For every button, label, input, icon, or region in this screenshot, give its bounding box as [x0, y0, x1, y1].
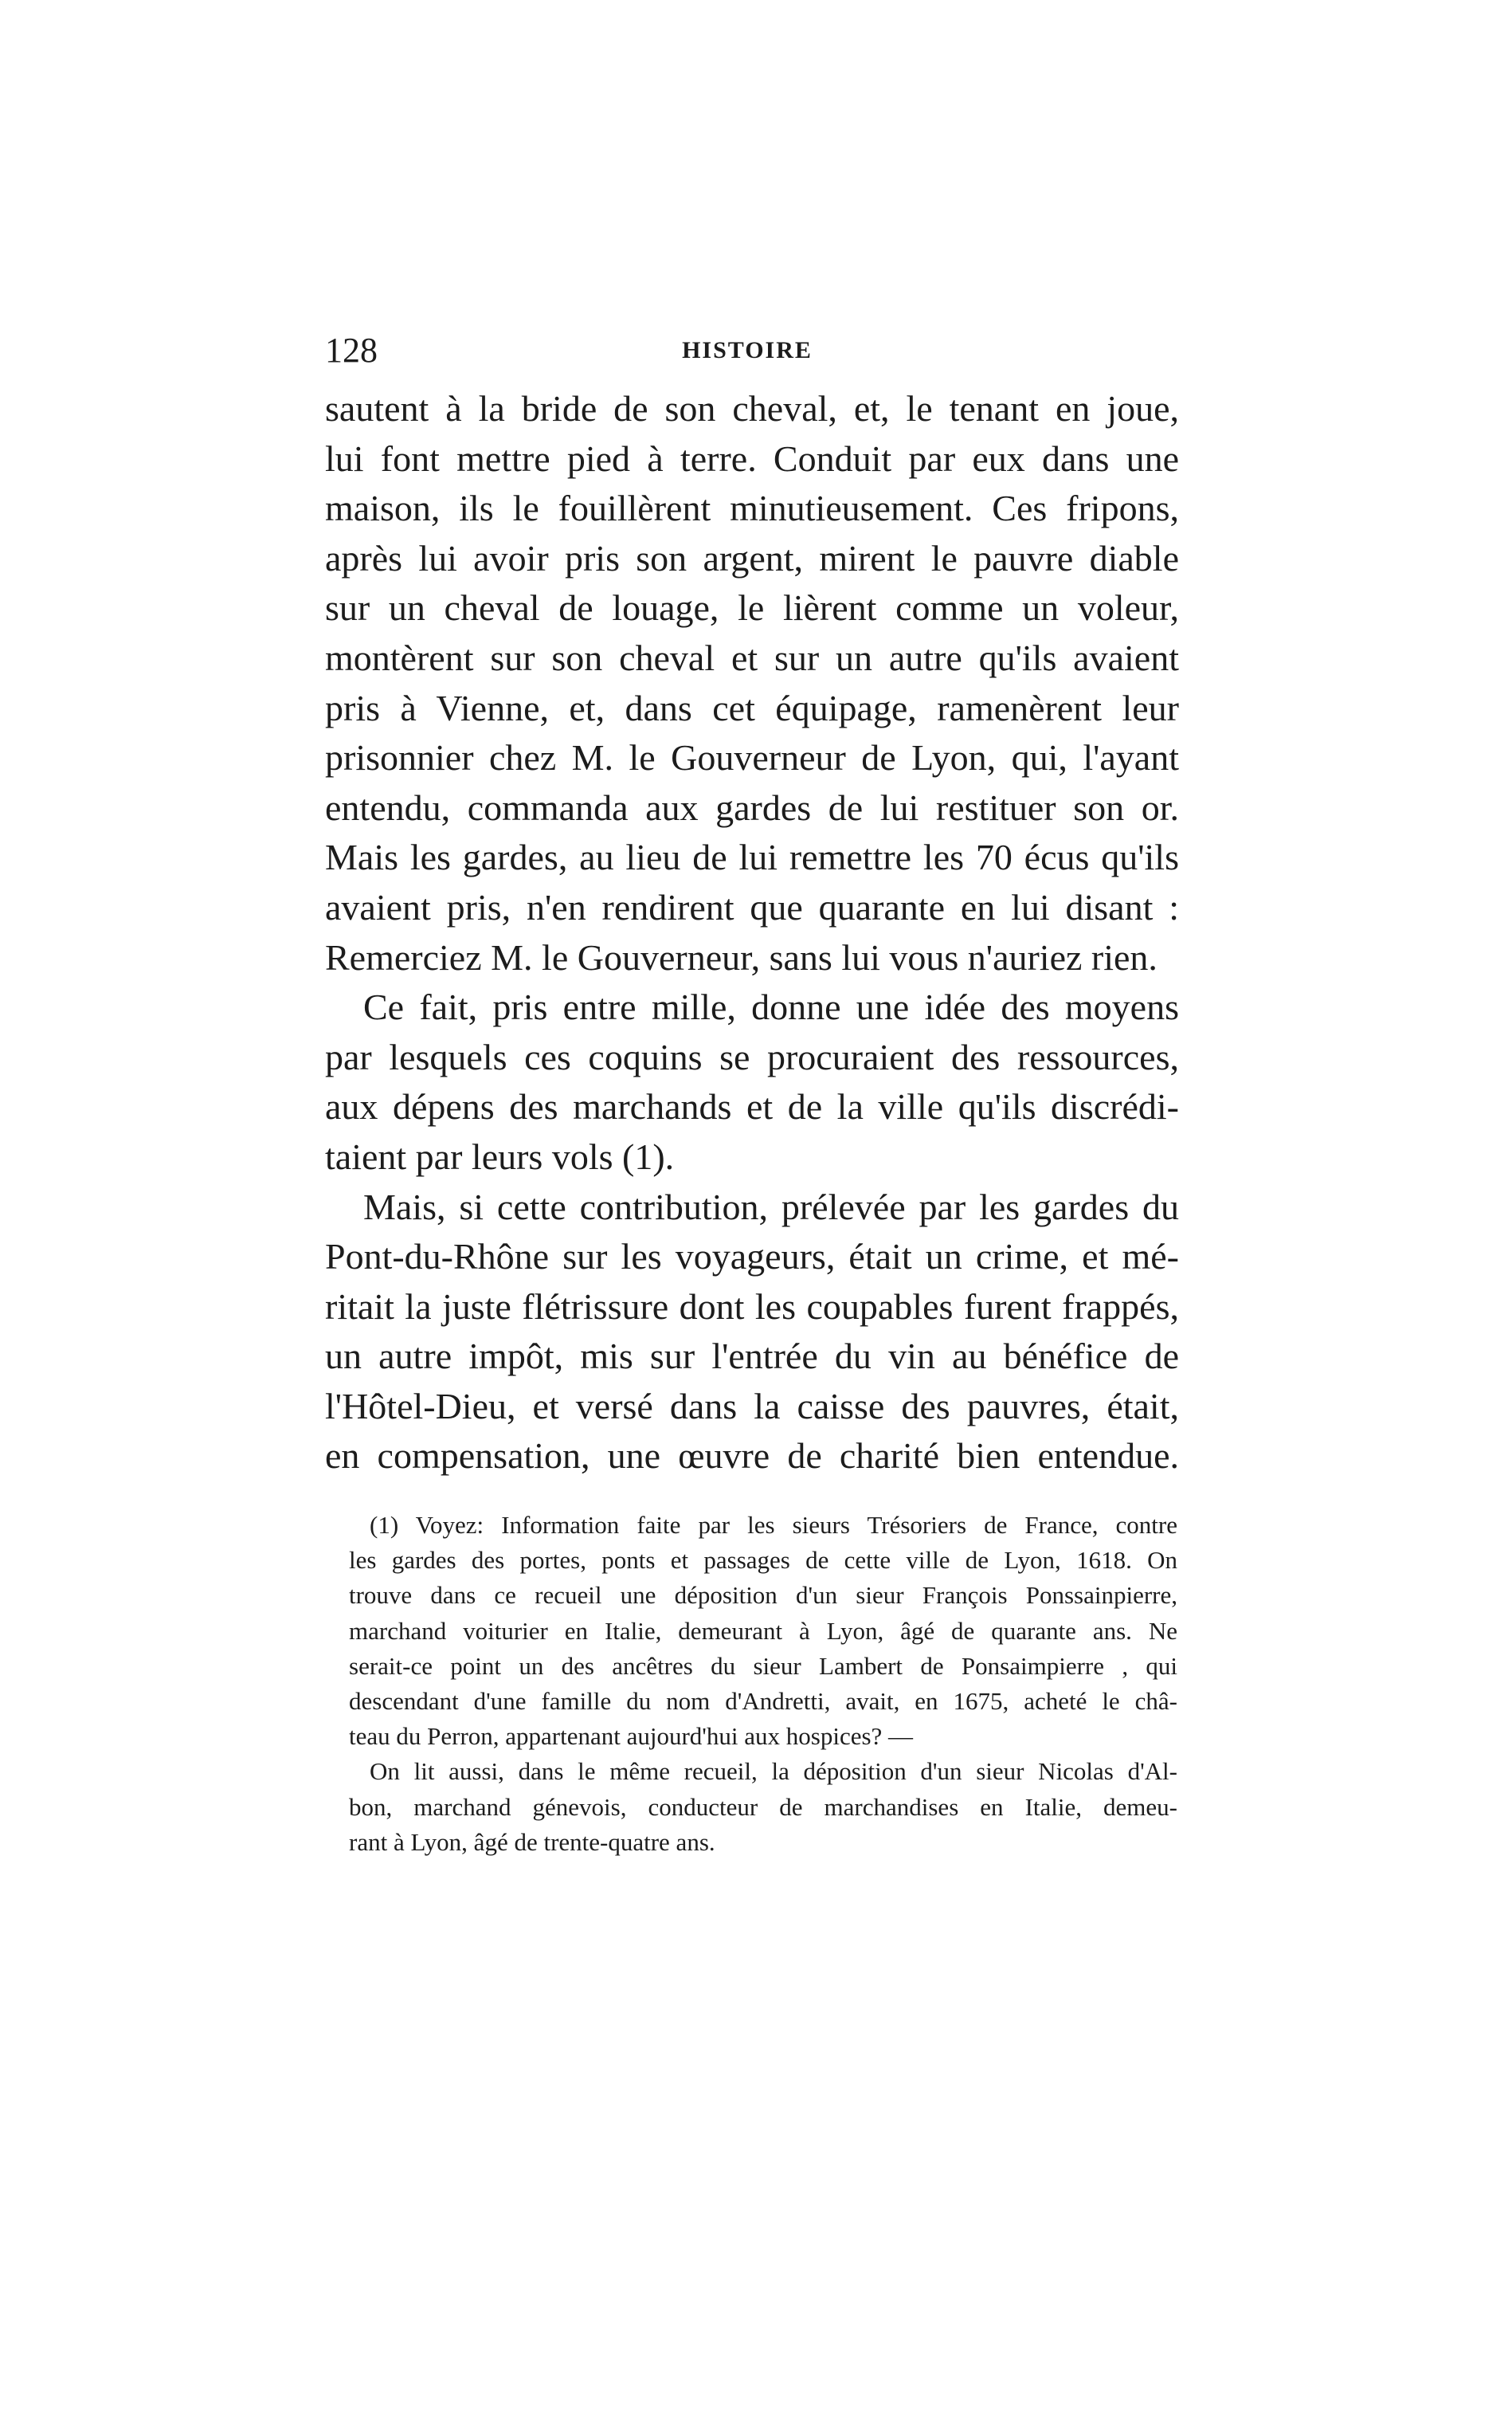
- footnote-line: bon, marchand génevois, conducteur de marchandises en Italie, demeu-: [349, 1792, 1177, 1821]
- footnote-line: trouve dans ce recueil une déposition d'un sieur François Ponssainpierre,: [349, 1581, 1177, 1610]
- page-header: [325, 327, 1169, 375]
- page-number: 128: [325, 331, 378, 370]
- body-text: [325, 384, 1179, 1481]
- footnote-line: On lit aussi, dans le même recueil, la déposition d'un sieur Nicolas d'Al-: [370, 1757, 1177, 1786]
- text-line: Mais, si cette contribution, prélevée par les gardes du: [363, 1186, 1179, 1227]
- text-line: par lesquels ces coquins se procuraient des ressources,: [325, 1036, 1179, 1077]
- footnote-line: teau du Perron, appartenant aujourd'hui aux hospices? —: [349, 1722, 914, 1751]
- paragraph: [325, 983, 1179, 1182]
- text-line: pris à Vienne, et, dans cet équipage, ramenèrent leur: [325, 687, 1179, 728]
- text-line: ritait la juste flétrissure dont les coupables furent frappés,: [325, 1285, 1179, 1327]
- footnote-line: descendant d'une famille du nom d'Andretti, avait, en 1675, acheté le châ-: [349, 1686, 1177, 1715]
- footnote-line: les gardes des portes, ponts et passages de cette ville de Lyon, 1618. On: [349, 1546, 1177, 1575]
- text-line: lui font mettre pied à terre. Conduit par eux dans une: [325, 437, 1179, 479]
- text-line: Ce fait, pris entre mille, donne une idée des moyens: [363, 987, 1179, 1028]
- footnote-line: rant à Lyon, âgé de trente-quatre ans.: [349, 1827, 715, 1856]
- text-line: après lui avoir pris son argent, mirent le pauvre diable: [325, 537, 1179, 579]
- text-line: Mais les gardes, au lieu de lui remettre les 70 écus qu'ils: [325, 837, 1179, 878]
- text-line: sur un cheval de louage, le lièrent comme un voleur,: [325, 587, 1179, 629]
- text-line: avaient pris, n'en rendirent que quarante en lui disant :: [325, 886, 1179, 928]
- text-line: Remerciez M. le Gouverneur, sans lui vous n'auriez rien.: [325, 936, 1158, 978]
- text-line: l'Hôtel-Dieu, et versé dans la caisse des pauvres, était,: [325, 1385, 1179, 1426]
- footnote: [349, 1754, 1177, 1860]
- paragraph: [325, 384, 1179, 983]
- text-line: sautent à la bride de son cheval, et, le tenant en joue,: [325, 388, 1179, 429]
- text-line: montèrent sur son cheval et sur un autre qu'ils avaient: [325, 637, 1179, 678]
- text-line: prisonnier chez M. le Gouverneur de Lyon, qui, l'ayant: [325, 737, 1179, 779]
- footnotes: [349, 1508, 1177, 1860]
- text-line: maison, ils le fouillèrent minutieusement. Ces fripons,: [325, 488, 1179, 529]
- text-line: en compensation, une œuvre de charité bien entendue.: [325, 1435, 1179, 1477]
- footnote-line: (1) Voyez: Information faite par les sieurs Trésoriers de France, contre: [370, 1511, 1177, 1539]
- text-line: aux dépens des marchands et de la ville qu'ils discrédi-: [325, 1086, 1179, 1128]
- text-line: un autre impôt, mis sur l'entrée du vin au bénéfice de: [325, 1336, 1179, 1377]
- footnote-line: serait-ce point un des ancêtres du sieur Lambert de Ponsaimpierre , qui: [349, 1651, 1177, 1680]
- text-line: taient par leurs vols (1).: [325, 1136, 675, 1177]
- paragraph: [325, 1183, 1179, 1482]
- footnote-line: marchand voiturier en Italie, demeurant à Lyon, âgé de quarante ans. Ne: [349, 1616, 1177, 1645]
- running-title: HISTOIRE: [682, 337, 813, 363]
- text-line: entendu, commanda aux gardes de lui restituer son or.: [325, 787, 1179, 828]
- text-line: Pont-du-Rhône sur les voyageurs, était un crime, et mé-: [325, 1236, 1179, 1277]
- footnote: [349, 1508, 1177, 1754]
